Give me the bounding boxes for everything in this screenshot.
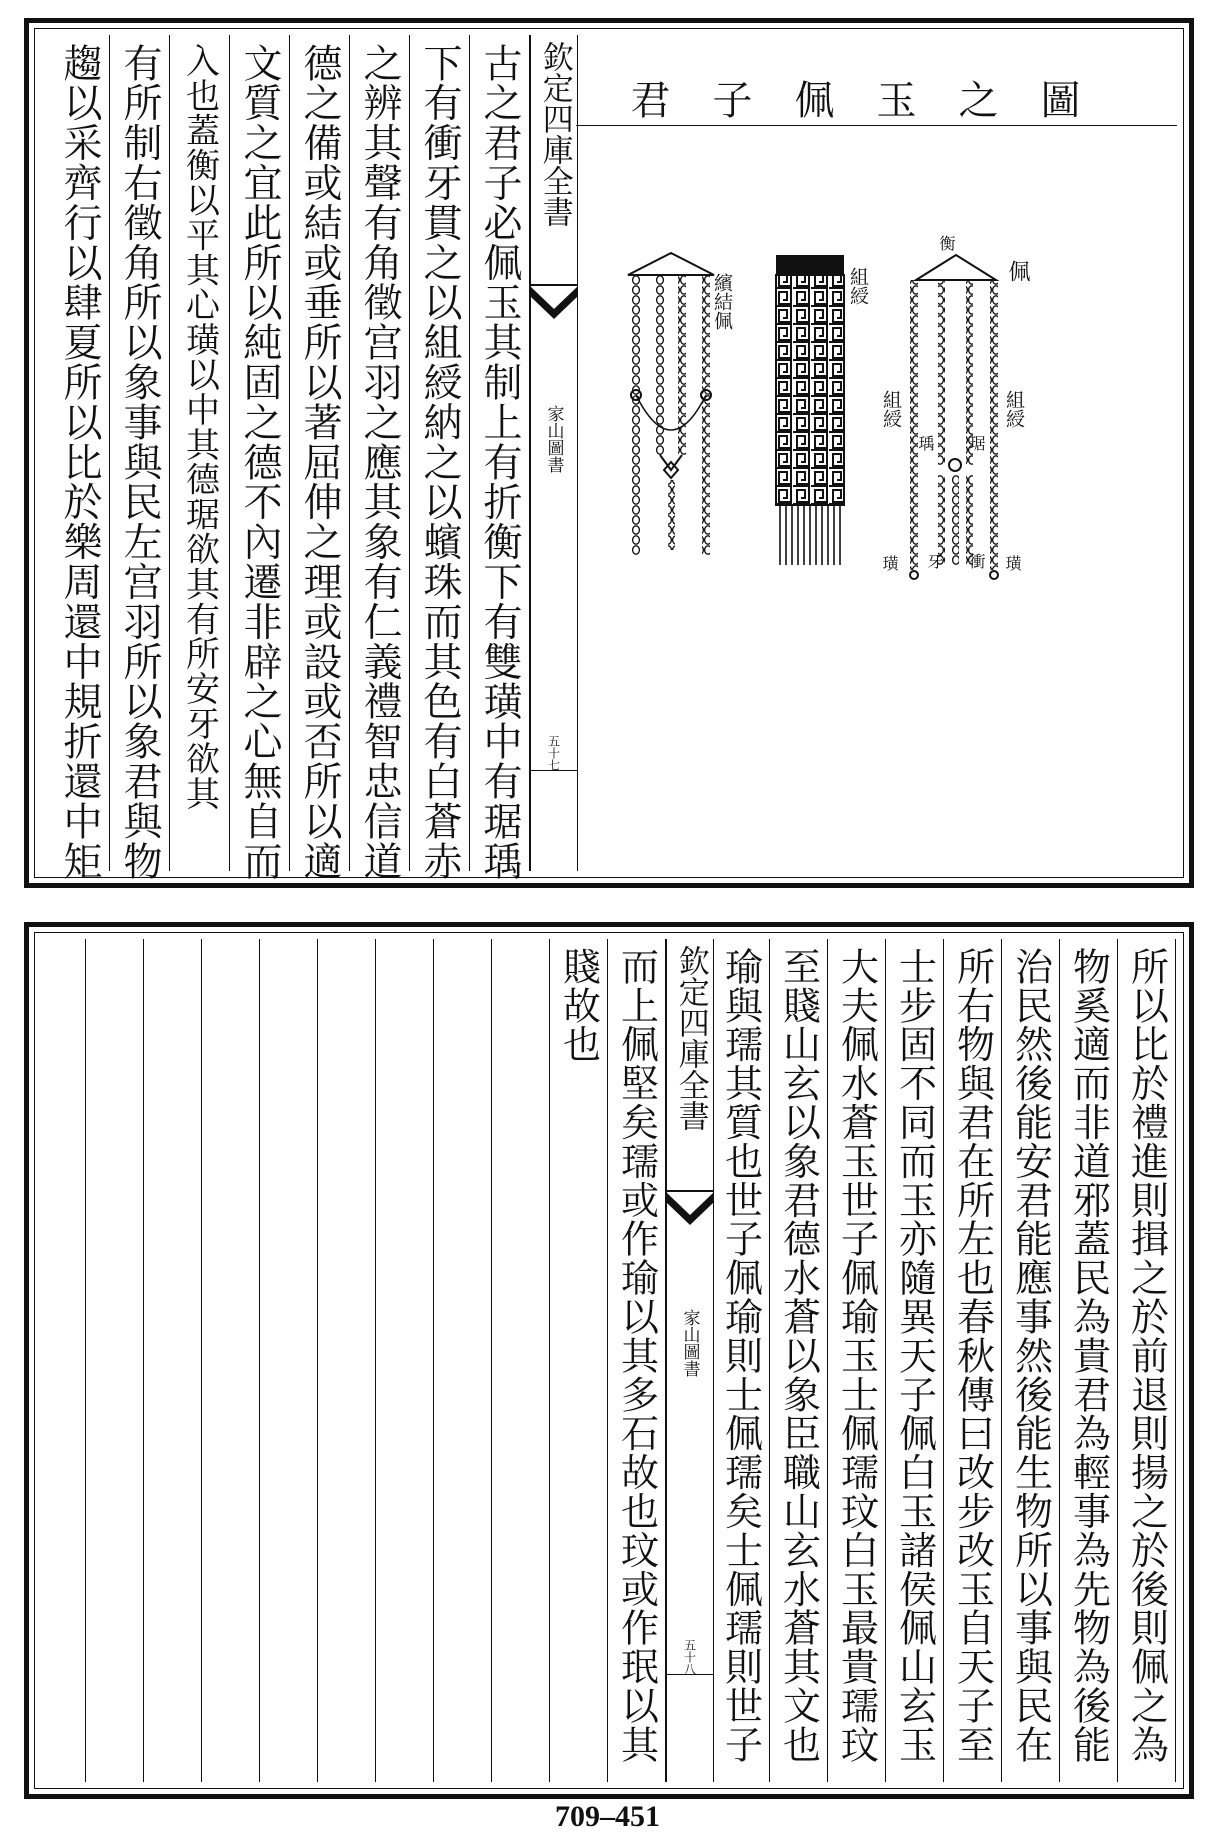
column-text: 而上佩堅矣瓀或作瑜以其多石故也玟或作珉以其 [614,947,659,1764]
folio-number: 五十八 [682,1639,697,1675]
column-text: 文質之宜此所以純固之德不內遷非辟之心無自而 [237,43,282,881]
empty-column [41,939,86,1782]
text-column [1002,939,1060,1782]
jade-pendant-illustration [576,125,1175,881]
label-knotted-pendant: 繽結佩 [711,273,733,330]
fish-tail-mark [531,283,577,343]
page-footer-number: 709–451 [555,1800,660,1833]
label-huang-right: 璜 [1003,555,1022,571]
column-text: 所右物與君在所左也春秋傳曰改步改玉自天子至 [950,947,995,1764]
label-ya: 牙 [925,553,944,569]
column-text: 賤故也 [556,947,601,1064]
center-fold-column [666,939,714,1782]
column-text: 大夫佩水蒼玉世子佩瑜玉士佩瓀玟白玉最貴瓀玟 [834,947,879,1764]
label-yu: 瑀 [916,435,935,451]
column-text: 下有衝牙貫之以組綬納之以蠙珠而其色有白蒼赤 [417,43,462,881]
column-text: 德之備或結或垂所以著屈伸之理或設或否所以適 [297,43,342,881]
column-text: 之辨其聲有角徵宫羽之應其象有仁義禮智忠信道 [357,43,402,881]
empty-column [376,939,434,1782]
text-column [550,939,608,1782]
label-silk-sash: 組綬 [847,267,869,305]
empty-column [492,939,550,1782]
label-sash-right: 組綬 [1003,390,1025,428]
empty-column [318,939,376,1782]
column-text: 物奚適而非道邪蓋民為貴君為輕事為先物為後能 [1066,947,1111,1764]
label-huang-left: 璜 [880,555,899,571]
column-text: 所以比於禮進則揖之於前退則揚之於後則佩之為 [1124,947,1169,1764]
text-column [170,35,230,871]
label-ju: 琚 [967,435,986,451]
text-column [350,35,410,881]
silk-sash [776,255,844,565]
text-column [230,35,290,881]
fold-rule [531,770,577,771]
jade-pendant-set [910,255,998,579]
text-column [712,939,770,1782]
text-column [886,939,944,1782]
top-page [24,18,1194,888]
text-column [1118,939,1176,1782]
fish-tail-mark [667,1189,713,1249]
figure-title-box [576,35,1177,126]
figure-title: 君子佩玉之圖 [630,78,1123,124]
text-column [410,35,470,881]
text-column [470,35,530,881]
label-heng: 衡 [937,235,956,251]
section-title: 家山圖書 [679,1309,700,1377]
text-column [1060,939,1118,1782]
empty-column [260,939,318,1782]
empty-column [144,939,202,1782]
label-pei: 佩 [1005,260,1030,282]
column-text: 治民然後能安君能應事然後能生物所以事與民在 [1008,947,1053,1764]
column-text: 至賤山玄以象君德水蒼以象臣職山玄水蒼其文也 [776,947,821,1764]
text-column [770,939,828,1782]
text-column [608,939,666,1782]
column-text: 趨以采齊行以肆夏所以比於樂周還中規折還中矩 [57,43,102,881]
label-chong: 衝 [967,553,986,569]
section-title: 家山圖書 [543,405,564,473]
book-title: 欽定四庫全書 [672,945,709,1131]
book-title: 欽定四庫全書 [536,41,573,227]
text-column [50,35,110,881]
label-sash-left: 組綬 [880,390,902,428]
knotted-pendant [628,253,714,555]
text-column [290,35,350,881]
text-column [828,939,886,1782]
text-column [944,939,1002,1782]
fold-rule [667,1674,713,1675]
empty-column [86,939,144,1782]
figure-panel [576,35,1177,871]
column-text: 士步固不同而玉亦隨異天子佩白玉諸侯佩山玄玉 [892,947,937,1764]
column-text: 古之君子必佩玉其制上有折衡下有雙璜中有琚瑀 [477,43,522,881]
text-column [110,35,170,881]
column-text: 有所制右徵角所以象事與民左宫羽所以象君與物 [117,43,162,881]
center-fold-column [530,35,578,871]
column-text: 入也蓋衡以平其心璜以中其德琚欲其有所安牙欲其 [179,43,220,811]
bottom-page [24,922,1194,1799]
empty-column [434,939,492,1782]
empty-column [202,939,260,1782]
folio-number: 五十七 [546,735,561,771]
column-text: 瑜與瓀其質也世子佩瑜則士佩瓀矣士佩瓀則世子 [718,947,763,1764]
